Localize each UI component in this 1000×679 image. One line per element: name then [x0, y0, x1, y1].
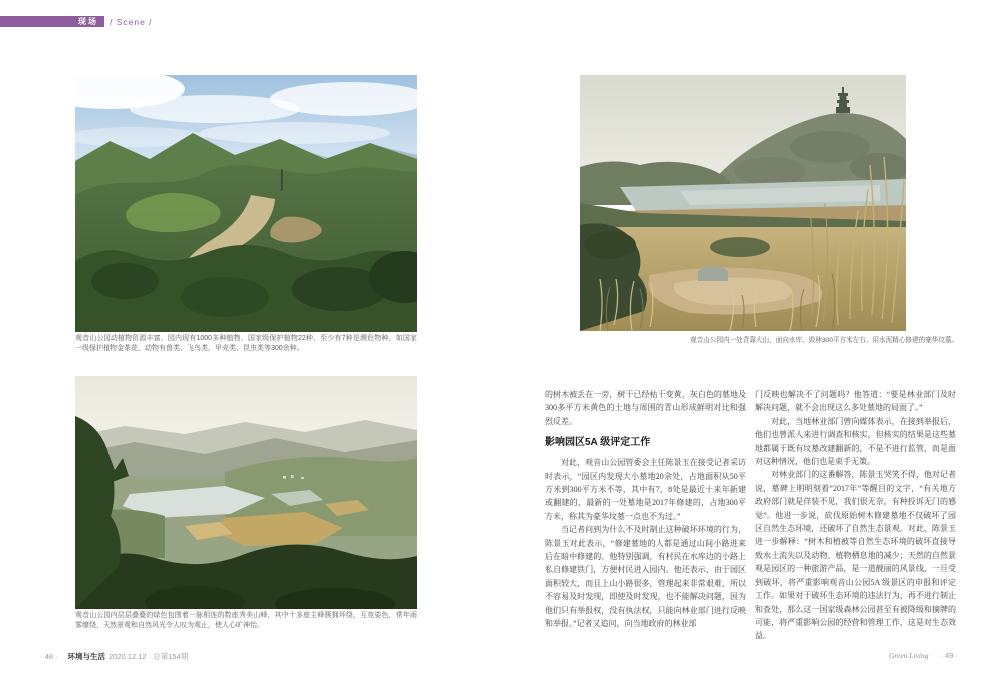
article-paragraph: 对此，观音山公园管委会主任陈景玉在接受记者采访时表示，“园区内发现大小墓地20余处，占地面积从50平方米到300平方米不等，其中有7、8处是最近十来年新建或翻建的，最新的一处墓地是2017年修建的，占地300平方米，称其为豪华坟墓一点也不为过。”: [545, 458, 746, 521]
page-number-right: · 49 ·: [940, 651, 958, 660]
caption-photo-forest: 观音山公园动植物资源丰富，园内现有1000多种植物，国家级保护植物22种，至少有7种是濒危物种，如国家一级保护植物金茶花，动物有兽类、飞鸟类、甲壳类、昆虫类等300余种。: [75, 335, 417, 352]
photo-tomb-site: [580, 75, 906, 331]
photo-forest-panorama: [75, 75, 417, 332]
issue-info: 2020.12.12 · 总第154期: [109, 652, 189, 661]
article-paragraph: 当记者问到为什么不及时制止这种破坏环境的行为，陈景玉对此表示，“修建墓地的人都是通过山间小路进来后在暗中修建的。他特别强调，有村民在水库边的小路上私自修建铁门，方便村民进入园内。他还表示，由于园区面积较大，而且上山小路很多，管理起来非常艰难，所以不容易及时发现，即使及时发现，也不能解决问题，因为他们只有举报权，没有执法权，只能向林业部门进行反映和举报。”记者又追问，向当地政府的林业部: [545, 525, 746, 629]
caption-photo-tomb: 观音山公园内一处背靠大山、面向水库、毁林300平方米左右、用水泥精心修建的豪华坟墓。: [690, 337, 959, 344]
article-paragraph-lead-right: 门反映也解决不了问题吗？他答道：“要是林业部门及时解决问题，就不会出现这么多处墓地的局面了。”: [755, 390, 956, 413]
article-column-right: [755, 388, 956, 643]
article-paragraph: 对此，当地林业部门曾向媒体表示，在接到举报后，他们也曾派人来进行调查和核实，但核实的结果是这些墓地都属于既有坟墓改建翻新的，不是不进行监管，而是面对这种情况，他们也是束手无策。: [755, 416, 956, 467]
magazine-name-english: Green Living: [888, 651, 929, 660]
magazine-name: 环境与生活: [67, 652, 106, 661]
page-number-left: · 48 ·: [40, 652, 58, 661]
section-tag-bar: [0, 16, 104, 27]
section-tag-english: / Scene /: [110, 17, 153, 27]
article-subheading: 影响园区5A 级评定工作: [545, 437, 651, 449]
article-paragraph: 对林业部门的这番解答，陈景玉哭笑不得，他对记者说，墓碑上明明刻着“2017年”等醒目的文字，“有关地方政府部门就是佯装不见，我们很无奈，有种投诉无门的感觉”。他进一步说，砍伐原始树木修建墓地不仅破坏了园区自然生态环境，还破坏了自然生态景观。对此，陈景玉进一步解释：“树木和植被等自然生态环境的破坏直接导致水土流失以及动物、植物栖息地的减少；天然的自然景观是园区的一种旅游产品，是一道靓丽的风景线，一旦受到破坏，将严重影响观音山公园5A 级景区的申报和评定工作。如果对于破坏生态环境的违法行为，再不进行制止和查处，那么这一国家级森林公园甚至有被降级和摘牌的可能，将严重影响公园的经营和管理工作，这是对生态效益。: [755, 470, 956, 641]
section-tag-label: 现场: [78, 17, 98, 26]
article-column-left: [545, 388, 746, 631]
caption-photo-valley: 观音山公园内层层叠叠的绿色包围着一脉相连的数座秀美山峰，其中十多座主峰簇拥环绕，互竞姿色，常年雨雾缭绕，天然景观和自然风光令人叹为观止，使人心旷神怡。: [75, 612, 417, 629]
footer-left: [40, 651, 188, 662]
footer-right: [889, 651, 958, 660]
photo-valley-overlook: [75, 376, 417, 609]
article-paragraph-lead-left: 的树木被丢在一旁，树干已经枯干变黄，灰白色的墓地及300多平方米黄色的土地与周围的青山形成鲜明对比和强烈反差。: [545, 390, 746, 426]
